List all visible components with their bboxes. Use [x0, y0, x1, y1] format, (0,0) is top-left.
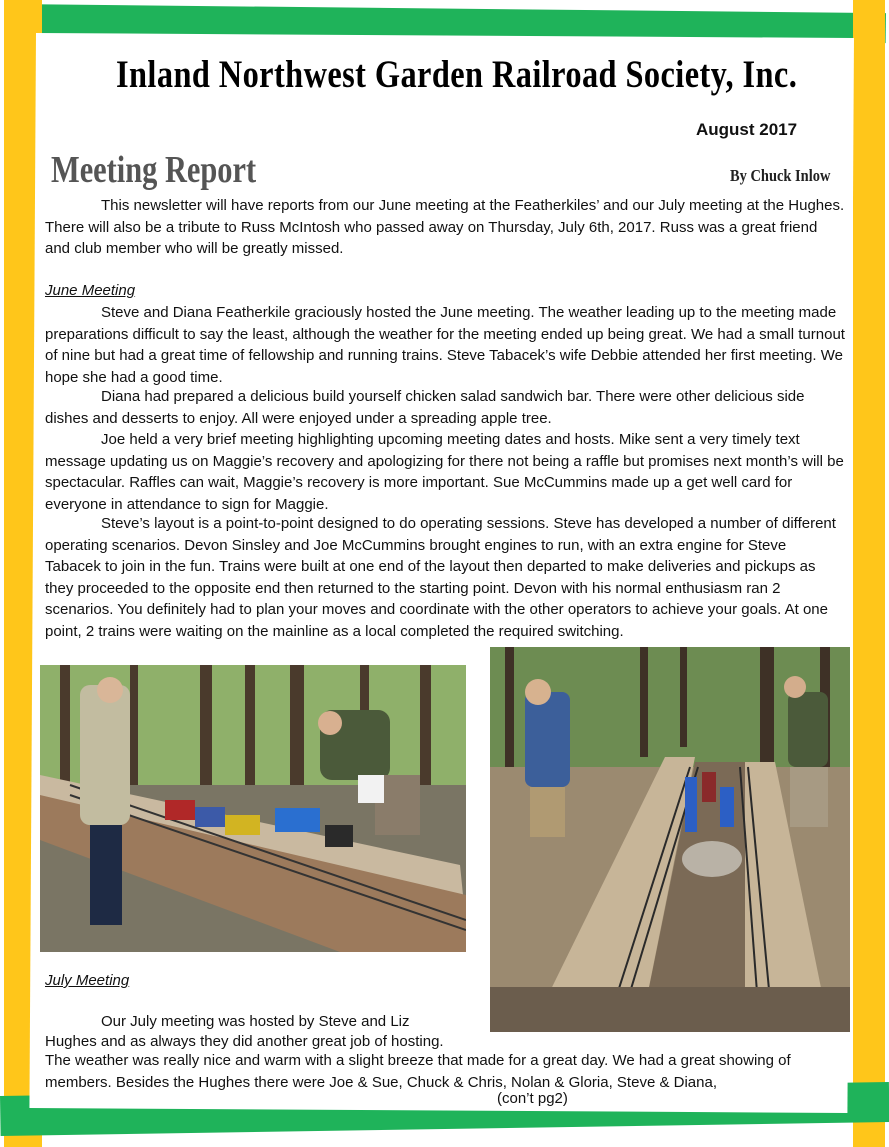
- byline: By Chuck Inlow: [730, 166, 831, 185]
- june-p3-text: Joe held a very brief meeting highlighting upcoming meeting dates and hosts. Mike sent a very timely text message updating us on Maggie’s recovery and apologizing for there not being a raffle but promises next month’s will be spectacular. Raffles can wait, Maggie’s recovery is more important. Sue McCummins made up a get well card for everyone in attendance to sign for Maggie.: [45, 431, 844, 513]
- july-p1a-text: Our July meeting was hosted by Steve and Liz: [101, 1013, 410, 1030]
- frame-yellow-right: [853, 0, 885, 1147]
- july-heading: July Meeting: [45, 972, 130, 989]
- july-line-2: Hughes and as always they did another great job of hosting.: [45, 1033, 444, 1050]
- june-p1-text: Steve and Diana Featherkile graciously hosted the June meeting. The weather leading up to the meeting made preparations difficult to say the least, although the weather for the meeting ended up being great. We had a small turnout of nine but had a great time of fellowship and running trains. Steve Tabacek’s wife Debbie attended her first meeting. We hope she had a good time.: [45, 304, 845, 386]
- june-paragraph-3: [45, 429, 845, 515]
- continued-note: (con’t pg2): [497, 1090, 568, 1107]
- june-p2-text: Diana had prepared a delicious build yourself chicken salad sandwich bar. There were other delicious side dishes and desserts to enjoy. All were enjoyed under a spreading apple tree.: [45, 388, 805, 427]
- june-photo-layout-left: [40, 665, 466, 952]
- june-photo-layout-right: [490, 647, 850, 1032]
- june-paragraph-4: [45, 513, 845, 642]
- june-paragraph-2: [45, 386, 845, 429]
- july-line-1: [45, 1011, 465, 1033]
- intro-paragraph: [45, 195, 845, 260]
- june-heading: June Meeting: [45, 282, 136, 299]
- july-paragraph-continued: The weather was really nice and warm with a slight breeze that made for a great day. We had a great showing of members. Besides the Hughes there were Joe & Sue, Chuck & Chris, Nolan & Gloria, Steve & Diana,: [45, 1052, 791, 1091]
- issue-date: August 2017: [696, 120, 798, 139]
- newsletter-title: Inland Northwest Garden Railroad Society, Inc.: [116, 53, 798, 96]
- section-title: Meeting Report: [51, 149, 257, 191]
- june-paragraph-1: [45, 302, 845, 388]
- intro-text: This newsletter will have reports from our June meeting at the Featherkiles’ and our July meeting at the Hughes. There will also be a tribute to Russ McIntosh who passed away on Thursday, July 6th, 2017. Russ was a great friend and club member who will be greatly missed.: [45, 197, 845, 257]
- june-p4-text: Steve’s layout is a point-to-point designed to do operating sessions. Steve has developed a number of different operating scenarios. Devon Sinsley and Joe McCummins brought engines to run, with an extra engine for Steve Tabacek to join in the fun. Trains were built at one end of the layout then departed to make deliveries and pickups as they proceeded to the opposite end then returned to the starting point. Devon with his normal enthusiasm ran 2 scenarios. You definitely had to plan your moves and coordinate with the other operators to achieve your goals. At one point, 2 trains were waiting on the mainline as a local completed the required switching.: [45, 515, 836, 640]
